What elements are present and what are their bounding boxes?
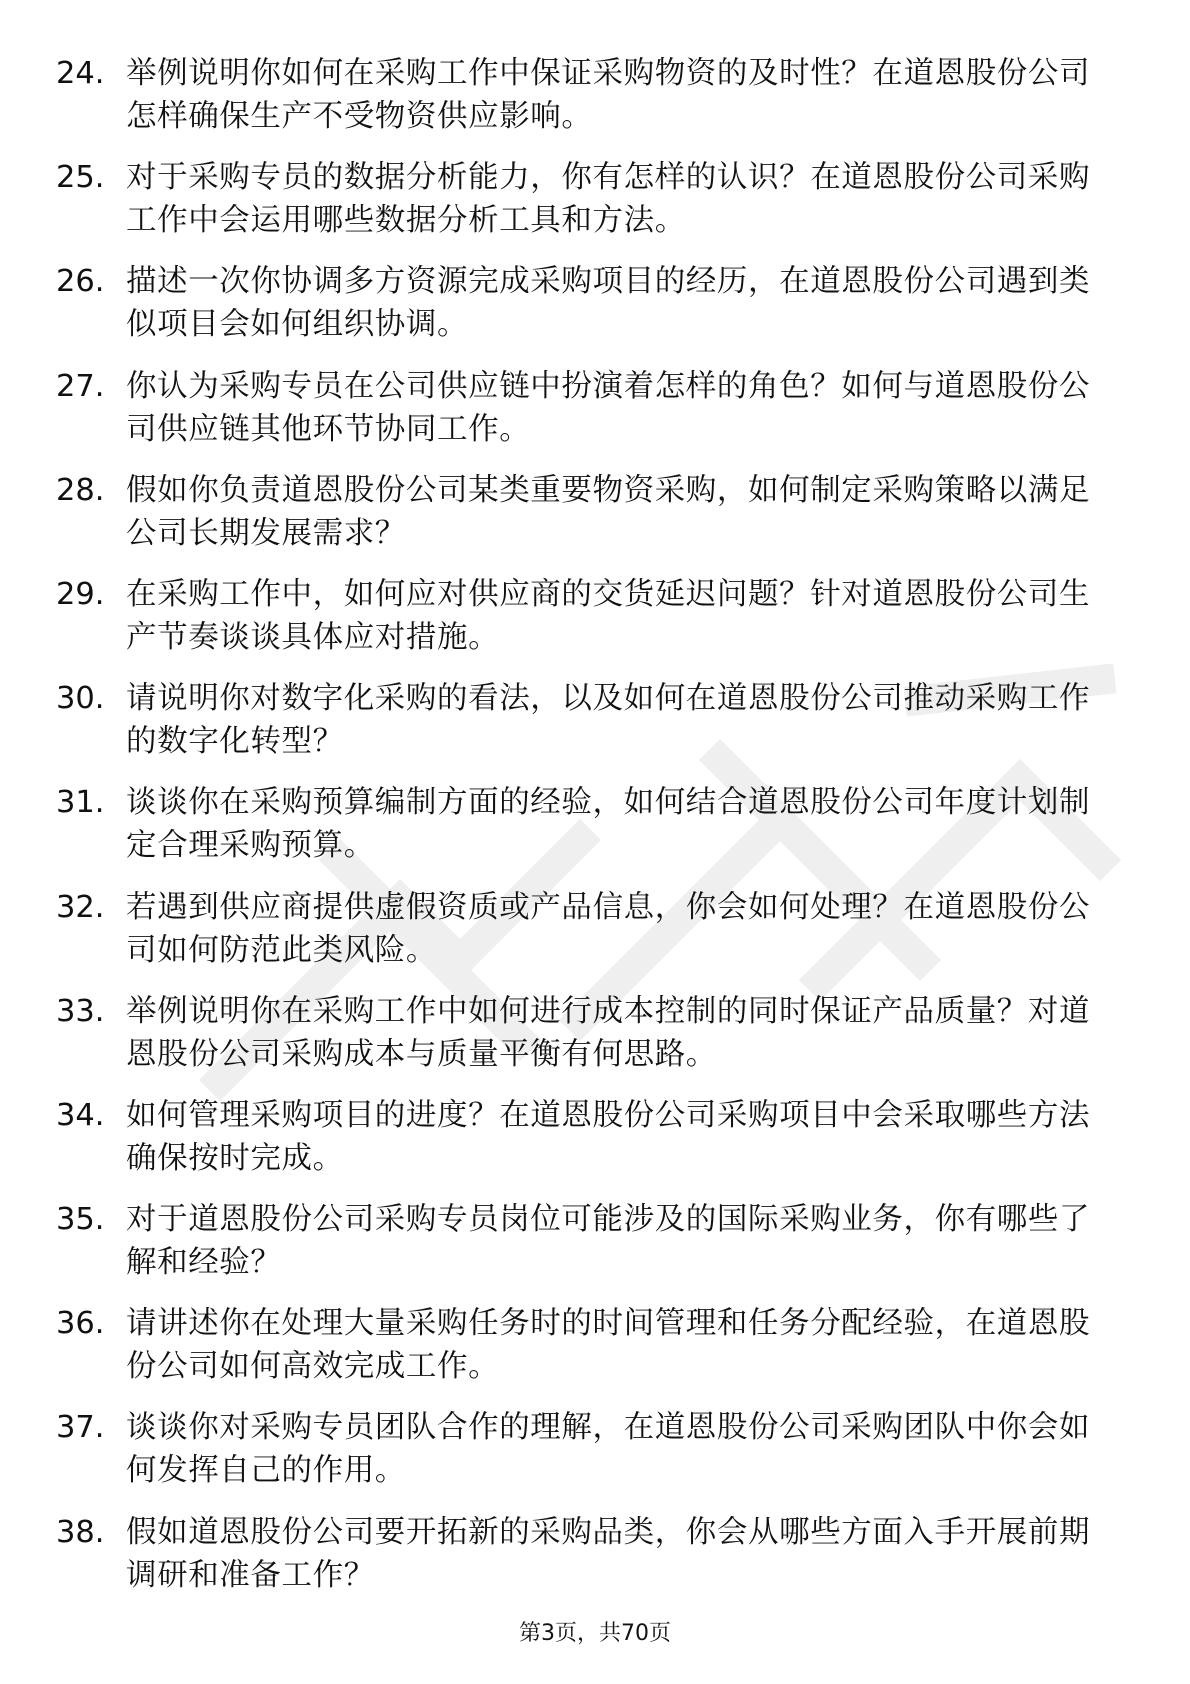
question-number: 28.: [56, 472, 105, 508]
question-number: 24.: [56, 56, 105, 91]
question-item: [56, 1511, 1106, 1597]
question-item: [56, 1094, 1106, 1180]
question-text: 假如你负责道恩股份公司某类重要物资采购，如何制定采购策略以满足公司长期发展需求？: [126, 472, 1091, 551]
question-text: 假如道恩股份公司要开拓新的采购品类，你会从哪些方面入手开展前期调研和准备工作？: [126, 1514, 1091, 1593]
question-number: 29.: [56, 576, 105, 612]
question-item: [56, 781, 1106, 867]
question-number: 25.: [56, 160, 105, 196]
question-text: 请讲述你在处理大量采购任务时的时间管理和任务分配经验，在道恩股份公司如何高效完成工作。: [126, 1306, 1091, 1385]
question-number: 27.: [56, 368, 105, 404]
question-text: 在采购工作中，如何应对供应商的交货延迟问题？针对道恩股份公司生产节奏谈谈具体应对措施。: [126, 576, 1091, 655]
question-number: 38.: [56, 1514, 105, 1550]
question-text: 对于采购专员的数据分析能力，你有怎样的认识？在道恩股份公司采购工作中会运用哪些数据分析工具和方法。: [126, 160, 1091, 239]
question-item: [56, 365, 1106, 451]
question-item: [56, 52, 1106, 138]
question-text: 若遇到供应商提供虚假资质或产品信息，你会如何处理？在道恩股份公司如何防范此类风险。: [126, 889, 1091, 968]
question-list: [56, 52, 1106, 1615]
question-text: 你认为采购专员在公司供应链中扮演着怎样的角色？如何与道恩股份公司供应链其他环节协同工作。: [126, 368, 1091, 447]
question-item: [56, 573, 1106, 659]
question-item: [56, 469, 1106, 555]
question-item: [56, 156, 1106, 242]
question-text: 描述一次你协调多方资源完成采购项目的经历，在道恩股份公司遇到类似项目会如何组织协调。: [126, 264, 1091, 343]
question-text: 谈谈你对采购专员团队合作的理解，在道恩股份公司采购团队中你会如何发挥自己的作用。: [126, 1410, 1091, 1489]
question-number: 32.: [56, 889, 105, 925]
question-text: 举例说明你如何在采购工作中保证采购物资的及时性？在道恩股份公司怎样确保生产不受物资供应影响。: [126, 56, 1091, 134]
question-item: [56, 990, 1106, 1076]
question-number: 31.: [56, 785, 105, 821]
question-text: 对于道恩股份公司采购专员岗位可能涉及的国际采购业务，你有哪些了解和经验？: [126, 1202, 1091, 1281]
question-text: 举例说明你在采购工作中如何进行成本控制的同时保证产品质量？对道恩股份公司采购成本与质量平衡有何思路。: [126, 993, 1091, 1072]
question-item: [56, 260, 1106, 346]
page-footer: [0, 1620, 1190, 1648]
question-number: 35.: [56, 1202, 105, 1238]
question-number: 30.: [56, 681, 105, 717]
question-text: 请说明你对数字化采购的看法，以及如何在道恩股份公司推动采购工作的数字化转型？: [126, 681, 1091, 760]
page-number-label: 第3页，共70页: [519, 1621, 671, 1646]
question-item: [56, 1198, 1106, 1284]
question-number: 34.: [56, 1097, 105, 1133]
question-number: 26.: [56, 264, 105, 300]
question-number: 37.: [56, 1410, 105, 1446]
question-number: 36.: [56, 1306, 105, 1342]
question-text: 如何管理采购项目的进度？在道恩股份公司采购项目中会采取哪些方法确保按时完成。: [126, 1097, 1091, 1176]
question-item: [56, 886, 1106, 972]
question-item: [56, 1302, 1106, 1388]
question-item: [56, 677, 1106, 763]
question-number: 33.: [56, 993, 105, 1029]
question-text: 谈谈你在采购预算编制方面的经验，如何结合道恩股份公司年度计划制定合理采购预算。: [126, 785, 1091, 864]
question-item: [56, 1406, 1106, 1492]
